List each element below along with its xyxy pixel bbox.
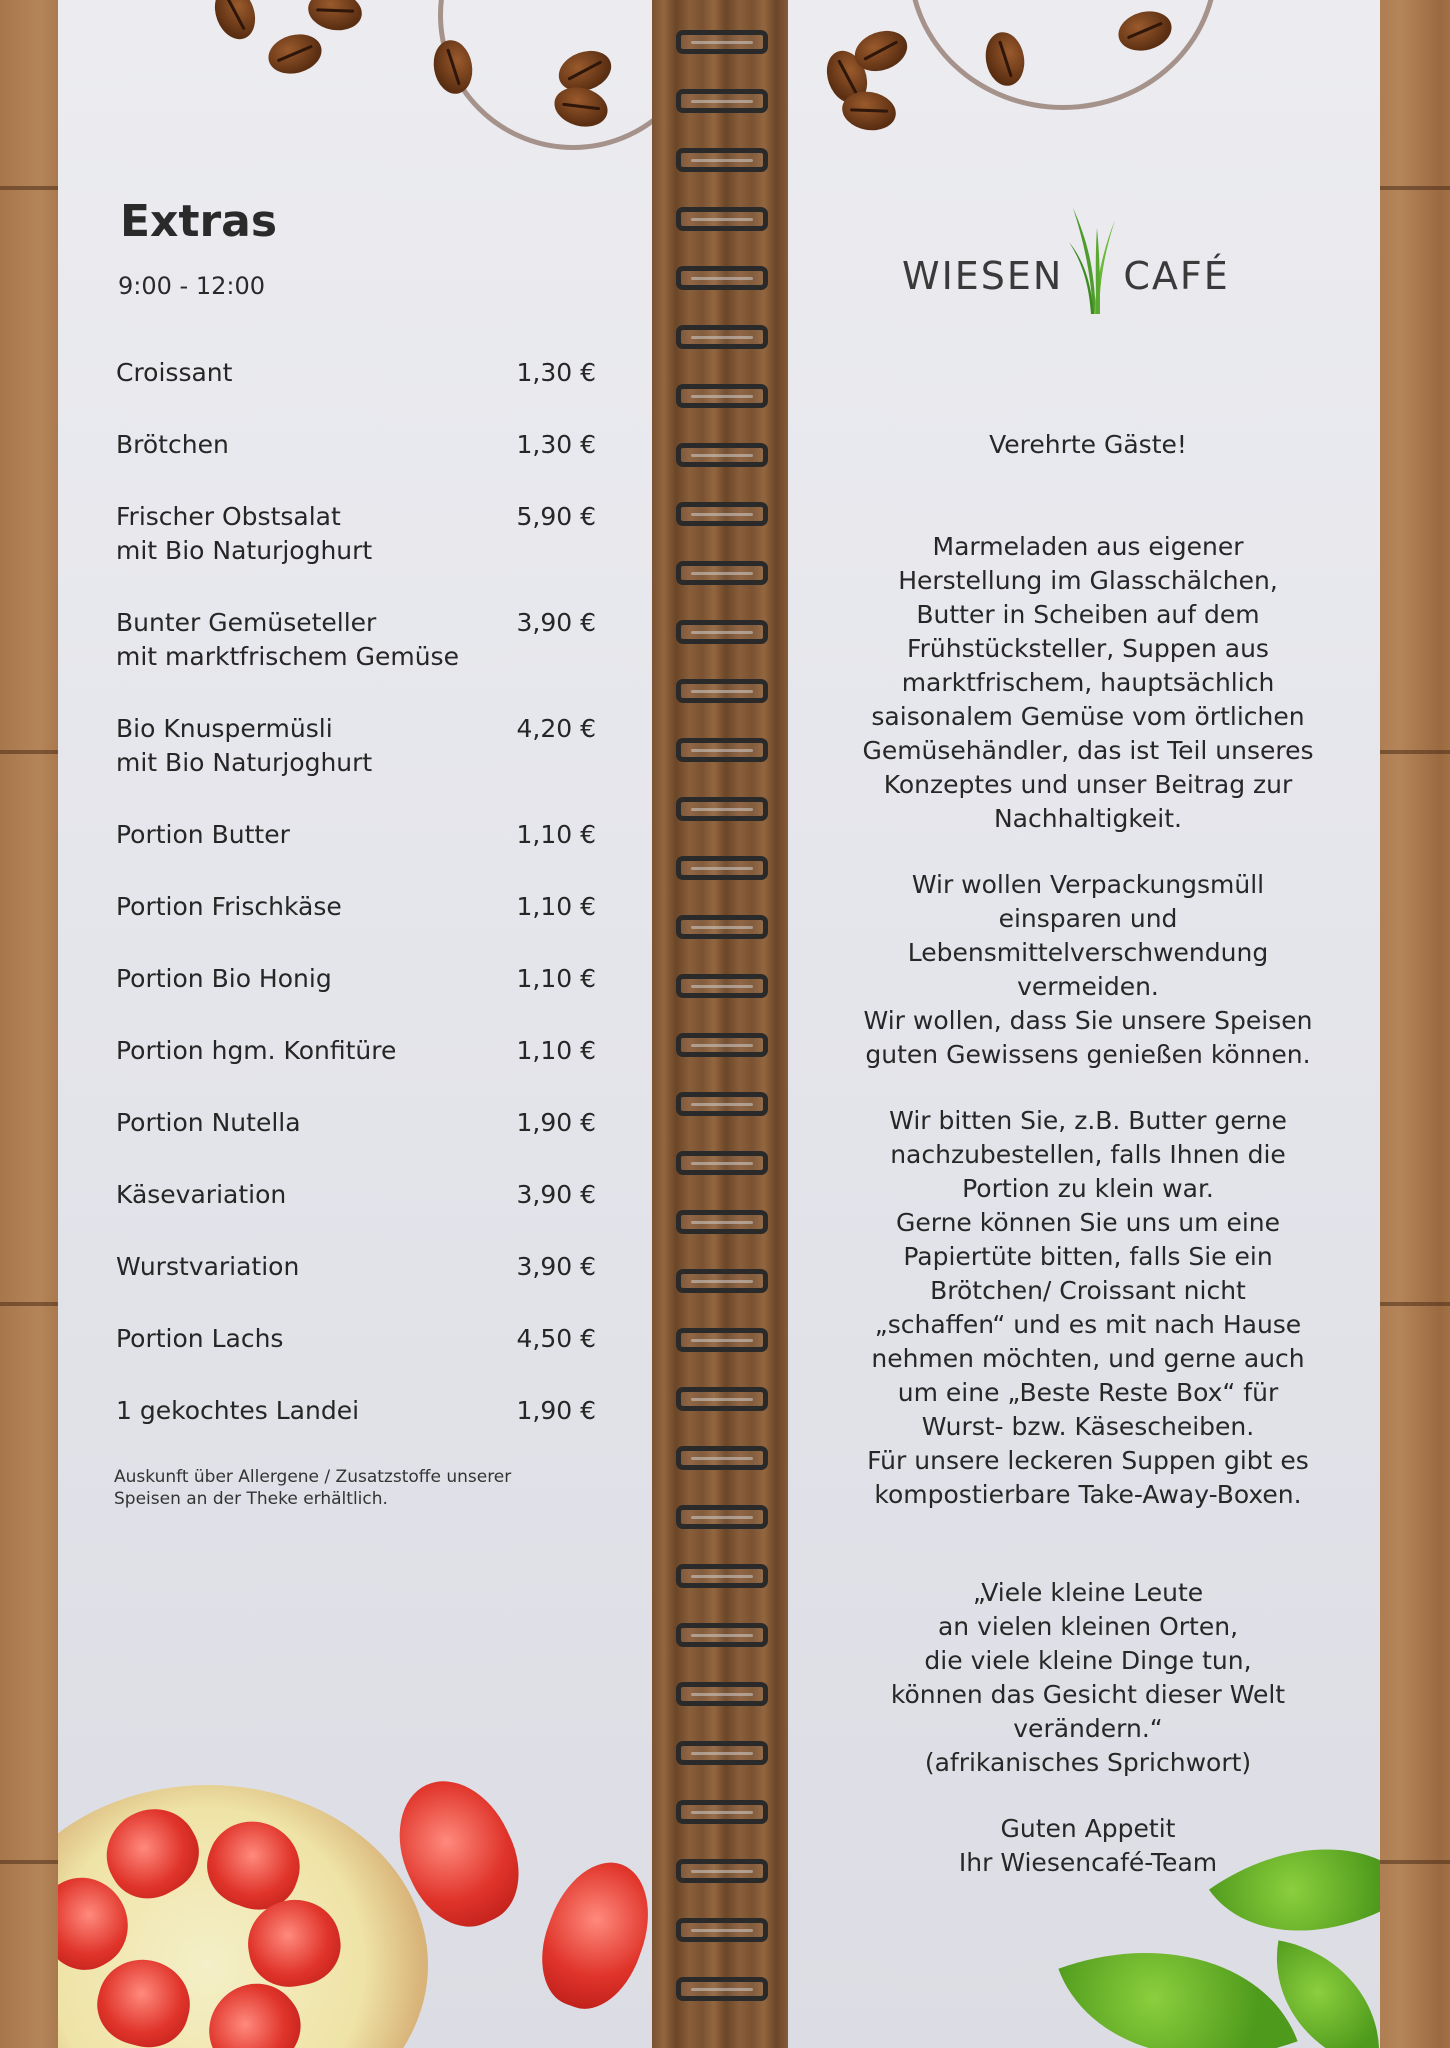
- coffee-bean-icon: [208, 0, 262, 45]
- menu-item-price: 1,30 €: [516, 358, 596, 387]
- menu-item: [116, 500, 596, 568]
- leftovers-paragraph: Wir bitten Sie, z.B. Butter gerne nachzubestellen, falls Ihnen die Portion zu klein war. Gerne können Sie uns um eine Papiertüte bitten, falls Sie ein Brötchen/ Croissant nicht „schaffen“ und es mit nach Hause nehmen möchten, und gerne auch um eine „Beste Reste Box“ für Wurst- bzw. Käsescheiben. Für unsere leckeren Suppen gibt es kompostierbare Take-Away-Boxen.: [867, 1106, 1309, 1509]
- spiral-coil: [676, 738, 768, 762]
- spiral-coil: [676, 1977, 768, 2001]
- wiesen-cafe-logo: [902, 236, 1230, 316]
- extras-menu-list: [116, 356, 596, 1428]
- spiral-coil: [676, 1328, 768, 1352]
- greeting: Verehrte Gäste!: [989, 430, 1187, 459]
- spiral-coil: [676, 1859, 768, 1883]
- menu-item-name: Brötchen: [116, 430, 229, 459]
- menu-item-name: Portion Nutella: [116, 1108, 301, 1137]
- coffee-bean-icon: [264, 29, 326, 80]
- menu-item-price: 3,90 €: [516, 1180, 596, 1209]
- menu-item-price: 1,10 €: [516, 820, 596, 849]
- logo-text-wiesen: WIESEN: [902, 254, 1064, 298]
- spiral-coil: [676, 1387, 768, 1411]
- spiral-coil: [676, 1564, 768, 1588]
- menu-item-name: 1 gekochtes Landei: [116, 1396, 360, 1425]
- spiral-coil: [676, 148, 768, 172]
- menu-item-price: 1,10 €: [516, 1036, 596, 1065]
- menu-item-price: 1,30 €: [516, 430, 596, 459]
- menu-item: [116, 1034, 596, 1068]
- menu-item-price: 4,20 €: [516, 714, 596, 743]
- menu-item-name: Bunter Gemüseteller mit marktfrischem Gemüse: [116, 608, 459, 671]
- menu-item: [116, 1106, 596, 1140]
- menu-item-name: Wurstvariation: [116, 1252, 300, 1281]
- spiral-coil: [676, 207, 768, 231]
- spiral-coil: [676, 797, 768, 821]
- menu-item-price: 4,50 €: [516, 1324, 596, 1353]
- spiral-coil: [676, 856, 768, 880]
- menu-item: [116, 356, 596, 390]
- grass-icon: [1067, 206, 1119, 316]
- menu-item-name: Portion Bio Honig: [116, 964, 332, 993]
- menu-item-name: Portion hgm. Konfitüre: [116, 1036, 397, 1065]
- menu-item: [116, 1178, 596, 1212]
- menu-item-name: Portion Butter: [116, 820, 290, 849]
- spiral-coil: [676, 1033, 768, 1057]
- spiral-coil: [676, 1092, 768, 1116]
- sustainability-paragraph: Marmeladen aus eigener Herstellung im Glasschälchen, Butter in Scheiben auf dem Frühstücksteller, Suppen aus marktfrischem, hauptsächlich saisonalem Gemüse vom örtlichen Gemüsehändler, das ist Teil unseres Konzeptes und unser Beitrag zur Nachhaltigkeit.: [862, 532, 1314, 833]
- spiral-coil: [676, 1446, 768, 1470]
- menu-item-price: 1,90 €: [516, 1396, 596, 1425]
- extras-heading: Extras: [120, 196, 278, 247]
- menu-item: [116, 712, 596, 780]
- proverb-quote: „Viele kleine Leute an vielen kleinen Orten, die viele kleine Dinge tun, können das Gesicht dieser Welt verändern.“: [890, 1578, 1286, 1743]
- spiral-coil: [676, 384, 768, 408]
- extras-hours: 9:00 - 12:00: [118, 272, 265, 300]
- menu-item-price: 1,90 €: [516, 1108, 596, 1137]
- spiral-coil: [676, 443, 768, 467]
- coffee-bean-icon: [305, 0, 365, 34]
- spiral-coil: [676, 561, 768, 585]
- menu-item-price: 5,90 €: [516, 502, 596, 531]
- spiral-coil: [676, 1210, 768, 1234]
- menu-item: [116, 890, 596, 924]
- menu-item: [116, 1394, 596, 1428]
- menu-item-name: Käsevariation: [116, 1180, 287, 1209]
- allergen-note: Auskunft über Allergene / Zusatzstoffe unserer Speisen an der Theke erhältlich.: [114, 1467, 512, 1509]
- spiral-coil: [676, 1505, 768, 1529]
- menu-item-price: 1,10 €: [516, 892, 596, 921]
- spiral-coil: [676, 974, 768, 998]
- menu-item-price: 1,10 €: [516, 964, 596, 993]
- packaging-paragraph: Wir wollen Verpackungsmüll einsparen und Lebensmittelverschwendung vermeiden. Wir wollen, dass Sie unsere Speisen guten Gewissens genießen können.: [863, 870, 1313, 1069]
- spiral-coil: [676, 1800, 768, 1824]
- spiral-coil: [676, 1269, 768, 1293]
- menu-item-name: Croissant: [116, 358, 233, 387]
- logo-text-cafe: CAFÉ: [1123, 254, 1230, 298]
- strawberry-icon: [525, 1848, 658, 2022]
- menu-item-name: Bio Knuspermüsli mit Bio Naturjoghurt: [116, 714, 373, 777]
- spiral-coil: [676, 679, 768, 703]
- spiral-coil: [676, 1623, 768, 1647]
- menu-item: [116, 606, 596, 674]
- spiral-coil: [676, 89, 768, 113]
- spiral-coil: [676, 1741, 768, 1765]
- spiral-coil: [676, 30, 768, 54]
- menu-item-name: Portion Lachs: [116, 1324, 284, 1353]
- menu-item-price: 3,90 €: [516, 608, 596, 637]
- spiral-coil: [676, 1682, 768, 1706]
- spiral-coil: [676, 915, 768, 939]
- menu-item-price: 3,90 €: [516, 1252, 596, 1281]
- spiral-coil: [676, 502, 768, 526]
- spiral-coil: [676, 1918, 768, 1942]
- spiral-coil: [676, 1151, 768, 1175]
- closing-signature: Guten Appetit Ihr Wiesencafé-Team: [958, 1814, 1218, 1877]
- menu-item: [116, 962, 596, 996]
- menu-item-name: Portion Frischkäse: [116, 892, 342, 921]
- spiral-coil: [676, 325, 768, 349]
- coffee-stain-ring: [908, 0, 1218, 110]
- menu-item-name: Frischer Obstsalat mit Bio Naturjoghurt: [116, 502, 373, 565]
- menu-item: [116, 428, 596, 462]
- proverb-source: (afrikanisches Sprichwort): [924, 1748, 1252, 1777]
- spiral-coil: [676, 620, 768, 644]
- spiral-coil: [676, 266, 768, 290]
- menu-item: [116, 1250, 596, 1284]
- menu-item: [116, 1322, 596, 1356]
- menu-item: [116, 818, 596, 852]
